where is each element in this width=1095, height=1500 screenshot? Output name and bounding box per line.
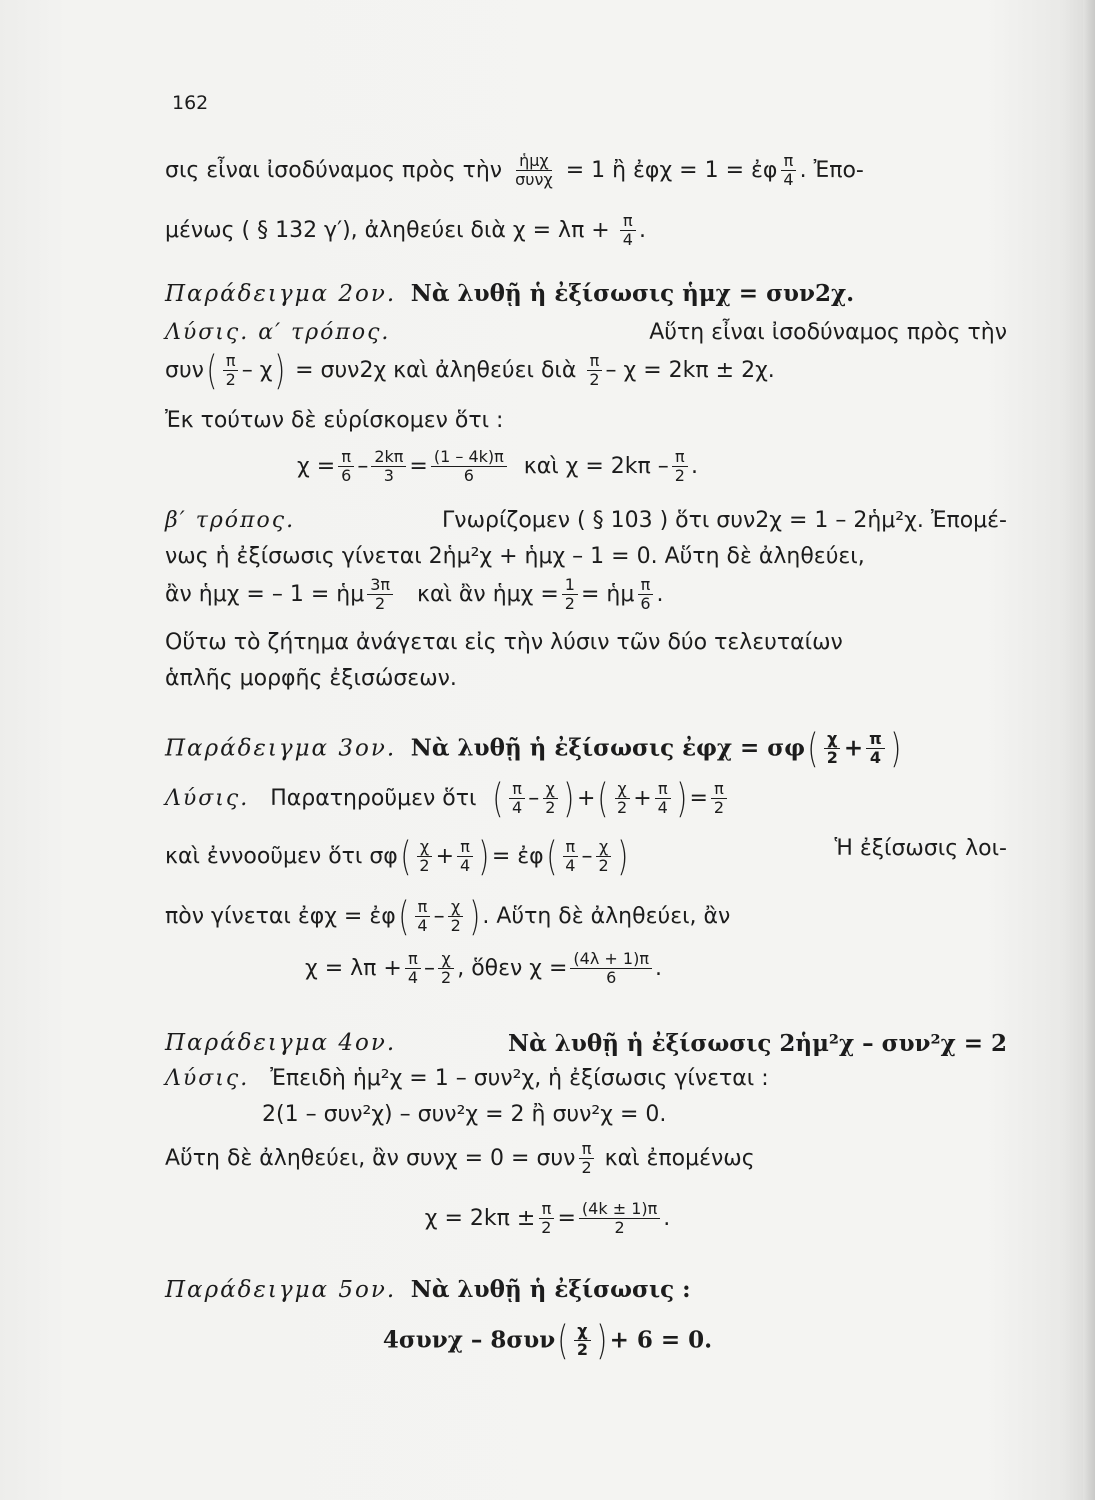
fraction-pi-4: $\frac{\pi}{4}$ bbox=[780, 152, 796, 190]
fraction-pi-4: $\frac{\pi}{4}$ bbox=[620, 212, 636, 250]
text-line-4: Λύσις. α′ τρόπος. Αὕτη εἶναι ἰσοδύναμος πρὸς τὴν bbox=[165, 320, 1007, 345]
page-number: 162 bbox=[172, 92, 209, 114]
equation-line-22: χ = 2kπ ± $\frac{\pi}{2}$ = $\frac{(4k \pm 1)\pi}{2}$ . bbox=[424, 1199, 671, 1238]
text-line-16: πὸν γίνεται ἐφχ = ἐφ( $\frac{\pi}{4}$ – $\frac{\chi}{2}$ ) . Αὕτη δὲ ἀληθεύει, ἂν bbox=[165, 893, 731, 940]
text-line-1: σις εἶναι ἰσοδύναμος πρὸς τὴν $\frac{\text{ἡμχ}}{\text{συνχ}}$ = 1 ἢ ἐφχ = 1 = ἐφ $\frac{\pi}{4}$ . Ἐπο- bbox=[165, 151, 864, 190]
example-5-heading: Παράδειγμα 5ον. Νὰ λυθῇ ἡ ἐξίσωσις : bbox=[165, 1276, 691, 1303]
text-line-10: ἂν ἡμχ = – 1 = ἡμ $\frac{3\pi}{2}$ καὶ ἂν ἡμχ = $\frac{1}{2}$ = ἡμ $\frac{\pi}{6}$ . bbox=[165, 575, 664, 614]
text-line-9: νως ἡ ἐξίσωσις γίνεται 2ἡμ²χ + ἡμχ – 1 = 0. Αὕτη δὲ ἀληθεύει, bbox=[165, 544, 865, 569]
example-4-heading: Παράδειγμα 4ον. Νὰ λυθῇ ἡ ἐξίσωσις 2ἡμ²χ – συν²χ = 2 bbox=[165, 1030, 1007, 1057]
text-line-21: Αὕτη δὲ ἀληθεύει, ἂν συνχ = 0 = συν $\frac{\pi}{2}$ καὶ ἐπομένως bbox=[165, 1139, 755, 1178]
equation-line-17: χ = λπ + $\frac{\pi}{4}$ – $\frac{\chi}{2}$ , ὅθεν χ = $\frac{(4\lambda + 1)\pi}{6}$ . bbox=[305, 949, 662, 988]
equation-line-7: χ = $\frac{\pi}{6}$ – $\frac{2k\pi}{3}$ = $\frac{(1 - 4k)\pi}{6}$ καὶ χ = 2kπ – $\frac{\pi}{2}$ . bbox=[297, 447, 698, 486]
text-line-15: καὶ ἐννοοῦμεν ὅτι σφ( $\frac{\chi}{2}$ + $\frac{\pi}{4}$ ) = ἐφ( $\frac{\pi}{4}$ – $\frac{\chi}{2}$ ) Ἡ ἐξίσωσις λοι- bbox=[165, 833, 1007, 880]
equation-line-24: 4συνχ – 8συν( $\frac{\chi}{2}$ ) + 6 = 0. bbox=[382, 1317, 713, 1364]
text-line-14: Λύσις. Παρατηροῦμεν ὅτι ( $\frac{\pi}{4}$ – $\frac{\chi}{2}$ ) +( $\frac{\chi}{2}$ + $\frac{\pi}{4}$ ) = $\frac{\pi}{2}$ bbox=[165, 780, 730, 818]
text-line-11: Οὕτω τὸ ζήτημα ἀνάγεται εἰς τὴν λύσιν τῶν δύο τελευταίων bbox=[165, 630, 843, 655]
fraction-hmx-synx: $\frac{\text{ἡμχ}}{\text{συνχ}}$ bbox=[515, 151, 553, 190]
text-line-12: ἁπλῆς μορφῆς ἐξισώσεων. bbox=[165, 666, 457, 691]
text-line-8: β′ τρόπος. Γνωρίζομεν ( § 103 ) ὅτι συν2χ = 1 – 2ἡμ²χ. Ἐπομέ- bbox=[165, 508, 1007, 533]
page-edge bbox=[1083, 0, 1095, 1500]
text-line-6: Ἐκ τούτων δὲ εὑρίσκομεν ὅτι : bbox=[165, 408, 504, 433]
example-3-heading: Παράδειγμα 3ον. Νὰ λυθῇ ἡ ἐξίσωσις ἐφχ = σφ( $\frac{\chi}{2}$ + $\frac{\pi}{4}$ ) bbox=[165, 725, 902, 772]
example-2-heading: Παράδειγμα 2ον. Νὰ λυθῇ ἡ ἐξίσωσις ἡμχ = συν2χ. bbox=[165, 280, 855, 307]
text-line-2: μένως ( § 132 γ′), ἀληθεύει διὰ χ = λπ + $\frac{\pi}{4}$ . bbox=[165, 211, 646, 250]
equation-line-20: 2(1 – συν²χ) – συν²χ = 2 ἢ συν²χ = 0. bbox=[262, 1102, 667, 1127]
text-line-5: συν( $\frac{\pi}{2}$ – χ) = συν2χ καὶ ἀληθεύει διὰ $\frac{\pi}{2}$ – χ = 2kπ ± 2χ. bbox=[165, 347, 775, 394]
text-line-19: Λύσις. Ἐπειδὴ ἡμ²χ = 1 – συν²χ, ἡ ἐξίσωσις γίνεται : bbox=[165, 1066, 769, 1091]
